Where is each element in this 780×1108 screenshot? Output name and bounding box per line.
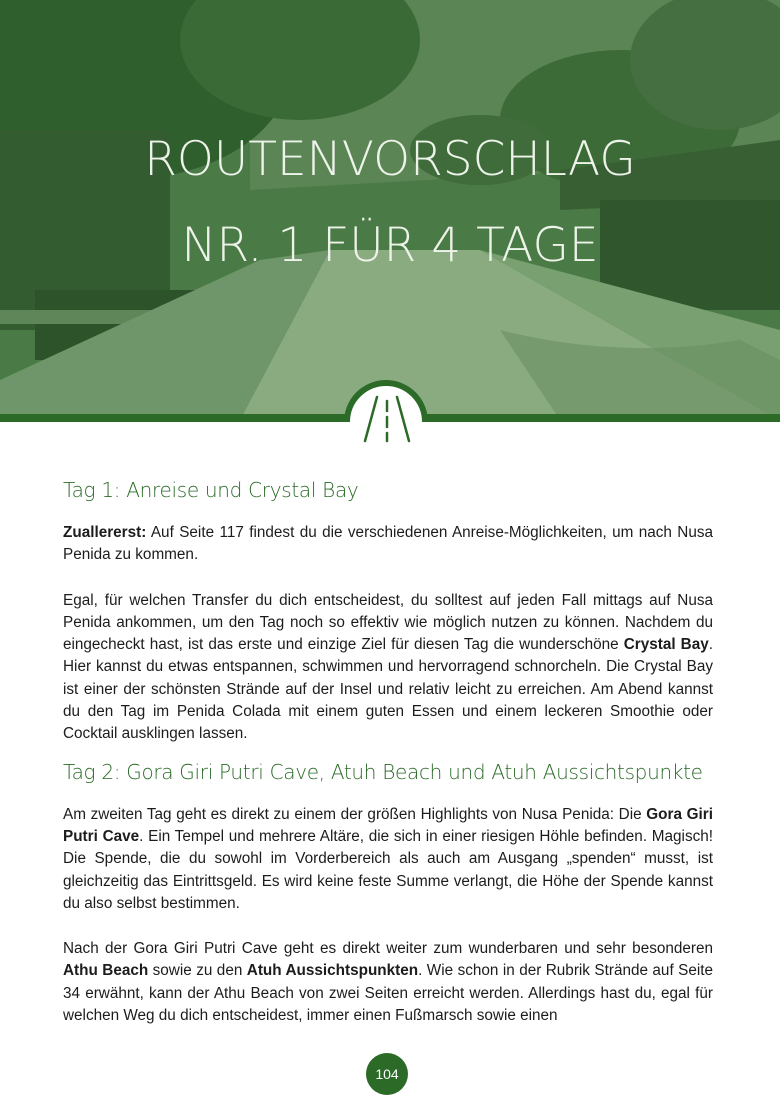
page-number: 104 bbox=[366, 1053, 408, 1095]
article-body bbox=[63, 476, 713, 1027]
section-heading-day-1: Tag 1: Anreise und Crystal Bay bbox=[63, 478, 359, 502]
bold-place: Crystal Bay bbox=[623, 636, 709, 654]
paragraph-text: Nach der Gora Giri Putri Cave geht es direkt weiter zum wunderbaren und sehr besonderen bbox=[63, 940, 713, 958]
bold-place: Gora Giri Putri Cave bbox=[63, 805, 713, 845]
section-heading-day-2: Tag 2: Gora Giri Putri Cave, Atuh Beach und Atuh Aussichtspunkte bbox=[63, 759, 703, 784]
hero-image bbox=[0, 0, 780, 420]
bold-place: Atuh Aussichtspunkten bbox=[246, 962, 419, 980]
paragraph-text: . Hier kannst du etwas entspannen, schwimmen und hervorragend schnorcheln. Die Crystal Bay ist einer der schönsten Strände auf der Insel und relativ leicht zu erreichen. Am Abend kannst du den Tag im Penida Colada mit einem guten Essen und einem leckeren Smoothie oder Cocktail ausklingen lassen. bbox=[63, 636, 713, 743]
hero-title-line-1: ROUTENVORSCHLAG bbox=[144, 132, 636, 187]
road-icon bbox=[359, 393, 415, 445]
paragraph bbox=[63, 938, 713, 1027]
bold-lead: Zuallererst: bbox=[63, 524, 147, 541]
paragraph bbox=[63, 804, 713, 915]
paragraph-text: Egal, für welchen Transfer du dich entscheidest, du solltest auf jeden Fall mittags auf Nusa Penida ankommen, um den Tag noch so effektiv wie möglich nutzen zu können. Nachdem du eingecheckt hast, ist das erste und einzige Ziel für diesen Tag die wunderschöne bbox=[63, 591, 713, 654]
paragraph bbox=[63, 590, 713, 746]
paragraph-text: . Ein Tempel und mehrere Altäre, die sich in einer riesigen Höhle befinden. Magisch! Die Spende, die du sowohl im Vorderbereich als auch am Ausgang „spenden“ musst, ist gleichzeitig das Eintrittsgeld. Es wird keine feste Summe verlangt, die Höhe der Spende kannst du also selbst bestimmen. bbox=[63, 827, 713, 912]
paragraph-text: Am zweiten Tag geht es direkt zu einem der größen Highlights von Nusa Penida: Die bbox=[63, 805, 647, 823]
street-scene bbox=[0, 0, 780, 420]
paragraph-text: sowie zu den bbox=[148, 962, 247, 980]
paragraph bbox=[63, 522, 713, 567]
paragraph-text: . Wie schon in der Rubrik Strände auf Seite 34 erwähnt, kann der Athu Beach von zwei Seiten erreicht werden. Allerdings hast du, egal für welchen Weg du dich entscheidest, immer einen Fußmarsch sowie einen bbox=[63, 962, 714, 1025]
bold-place: Athu Beach bbox=[63, 962, 149, 980]
paragraph-text: Auf Seite 117 findest du die verschiedenen Anreise-Möglichkeiten, um nach Nusa Penida zu kommen. bbox=[63, 524, 713, 564]
hero-title-line-2: NR. 1 FÜR 4 TAGE bbox=[181, 218, 599, 273]
